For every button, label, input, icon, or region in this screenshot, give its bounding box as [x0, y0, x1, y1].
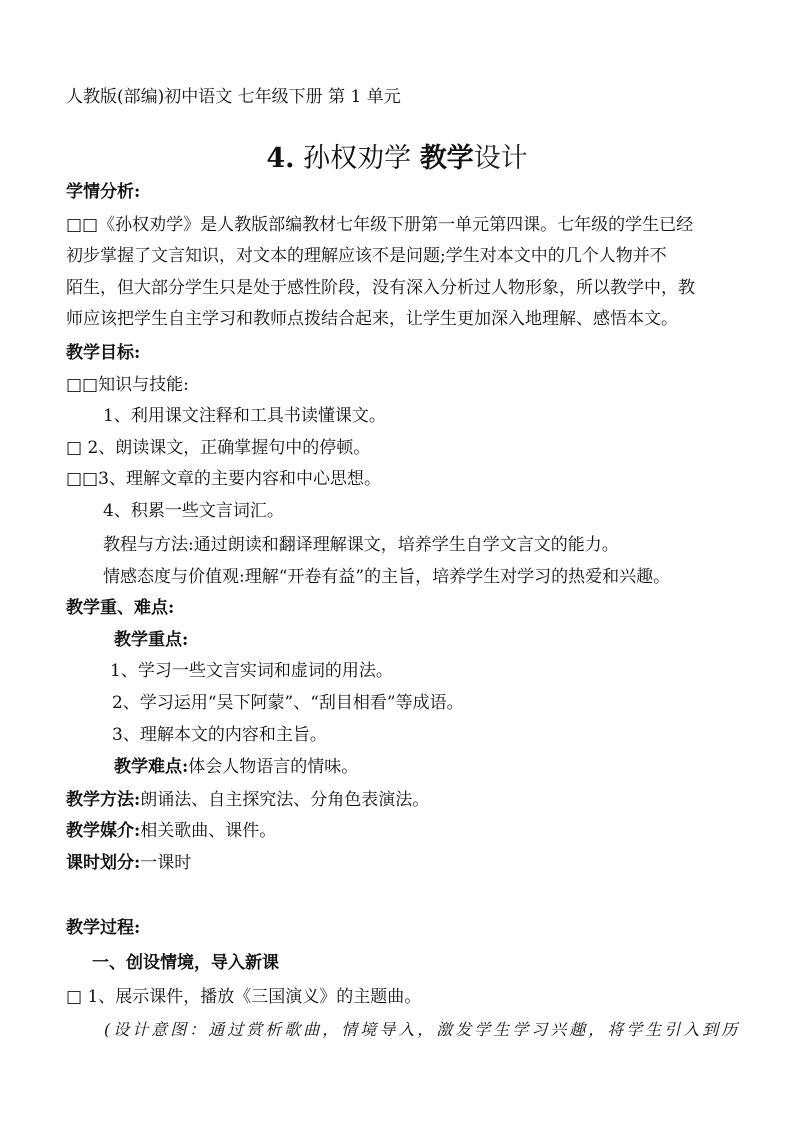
- title-main: 孙权劝学: [303, 143, 412, 174]
- analysis-line-1: □□《孙权劝学》是人教版部编教材七年级下册第一单元第四课。七年级的学生已经: [66, 215, 694, 235]
- analysis-line-4: 师应该把学生自主学习和教师点拨结合起来，让学生更加深入地理解、感悟本文。: [66, 309, 678, 329]
- methods-line: [66, 789, 429, 811]
- media-text: 相关歌曲、课件。: [140, 821, 277, 841]
- media-label: 教学媒介:: [66, 821, 141, 841]
- process-heading: 教学过程:: [66, 918, 141, 938]
- goal-item-4: 4、积累一些文言词汇。: [103, 501, 284, 521]
- process-step-1: □ 1、展示课件，播放《三国演义》的主题曲。: [66, 987, 422, 1007]
- analysis-heading: 学情分析:: [66, 182, 141, 202]
- hours-text: 一课时: [140, 853, 192, 873]
- goal-method: 教程与方法:通过朗读和翻译理解课文，培养学生自学文言文的能力。: [103, 535, 619, 555]
- difficulty-line: [114, 756, 358, 778]
- hours-line: [66, 852, 191, 874]
- difficulty-text: 体会人物语言的情味。: [188, 757, 359, 777]
- difficulty-label: 教学难点:: [114, 757, 189, 777]
- design-note: (设计意图：通过赏析歌曲，情境导入，激发学生学习兴趣，将学生引入到历: [104, 1020, 741, 1039]
- methods-text: 朗诵法、自主探究法、分角色表演法。: [140, 790, 430, 810]
- media-line: [66, 820, 276, 842]
- title-bold-part: 教学: [419, 143, 474, 174]
- goal-item-1: 1、利用课文注释和工具书读懂课文。: [103, 406, 386, 426]
- analysis-line-3: 陌生，但大部分学生只是处于感性阶段，没有深入分析过人物形象，所以教学中，教: [66, 278, 695, 298]
- hours-label: 课时划分:: [66, 853, 141, 873]
- goal-item-3: □□3、理解文章的主要内容和中心思想。: [66, 469, 381, 489]
- title-number: 4.: [266, 143, 295, 174]
- focus-item-1: 1、学习一些文言实词和虚词的用法。: [110, 661, 393, 681]
- goal-item-2: □ 2、朗读课文，正确掌握句中的停顿。: [66, 438, 371, 458]
- focus-item-3: 3、理解本文的内容和主旨。: [112, 725, 327, 745]
- goals-heading: 教学目标:: [66, 343, 141, 363]
- goal-emotion: 情感态度与价值观:理解“开卷有益”的主旨，培养学生对学习的热爱和兴趣。: [103, 567, 671, 587]
- analysis-line-2: 初步掌握了文言知识，对文本的理解应该不是问题;学生对本文中的几个人物并不: [66, 246, 667, 266]
- focus-item-2: 2、学习运用“吴下阿蒙”、“刮目相看”等成语。: [112, 693, 464, 713]
- keypoints-heading: 教学重、难点:: [66, 598, 175, 618]
- page-title: [0, 143, 794, 175]
- methods-label: 教学方法:: [66, 790, 141, 810]
- focus-label: 教学重点:: [114, 630, 189, 650]
- process-section-1: 一、创设情境，导入新课: [92, 953, 279, 973]
- title-light-part: 设计: [473, 143, 528, 174]
- doc-header: 人教版(部编)初中语文 七年级下册 第 1 单元: [66, 87, 401, 107]
- goals-knowledge-label: □□知识与技能:: [66, 375, 189, 395]
